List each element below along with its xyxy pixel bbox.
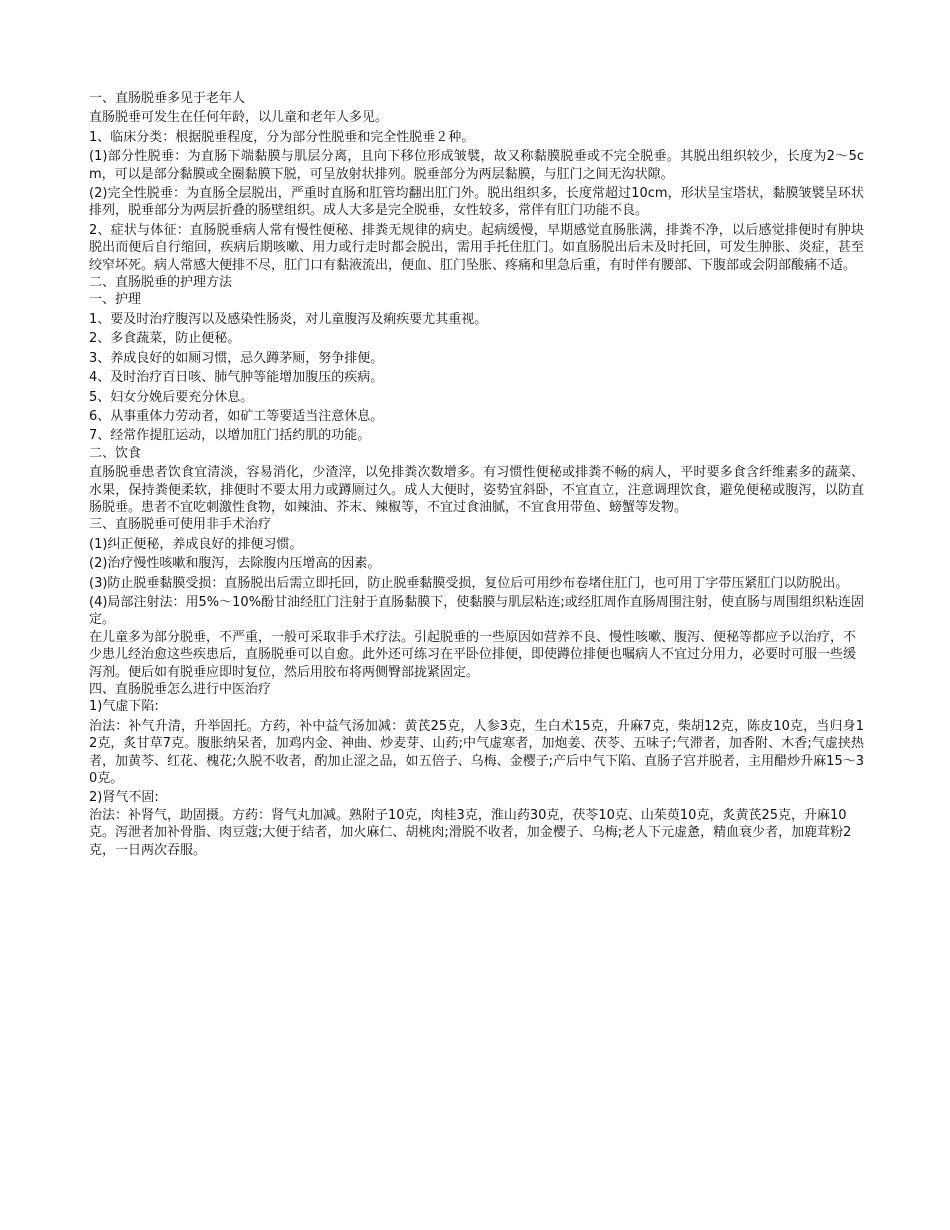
document-heading: 三、直肠脱垂可使用非手术治疗 — [89, 517, 272, 533]
document-paragraph: 1、要及时治疗腹泻以及感染性肠炎，对儿童腹泻及痢疾要尤其重视。 — [89, 311, 488, 327]
document-paragraph: 2)肾气不固: — [89, 790, 159, 806]
document-paragraph: 5、妇女分娩后要充分休息。 — [89, 389, 254, 405]
document-heading: 1)气虚下陷: — [89, 699, 159, 715]
document-body — [89, 90, 864, 859]
document-paragraph: (2)完全性脱垂：为直肠全层脱出，严重时直肠和肛管均翻出肛门外。脱出组织多，长度常超过10cm，形状呈宝塔状，黏膜皱襞呈环状排列，脱垂部分为两层折叠的肠壁组织。成人大多是完全脱垂，女性较多，常伴有肛门功能不良。 — [89, 186, 864, 219]
document-paragraph: 直肠脱垂可发生在任何年龄，以儿童和老年人多见。 — [89, 110, 389, 126]
document-heading: 一、直肠脱垂多见于老年人 — [89, 91, 246, 106]
document-heading: 二、直肠脱垂的护理方法 — [89, 275, 233, 291]
document-paragraph: 1、临床分类：根据脱垂程度，分为部分性脱垂和完全性脱垂２种。 — [89, 129, 475, 145]
document-paragraph: 3、养成良好的如厕习惯，忌久蹲茅厕，努争排便。 — [89, 350, 384, 366]
document-paragraph: 2、多食蔬菜，防止便秘。 — [89, 331, 241, 347]
document-heading: 一、护理 — [89, 292, 142, 308]
document-paragraph: (1)纠正便秘，养成良好的排便习惯。 — [89, 536, 303, 552]
document-paragraph: 直肠脱垂患者饮食宜清淡，容易消化，少渣滓，以免排粪次数增多。有习惯性便秘或排粪不畅的病人，平时要多食含纤维素多的蔬菜、水果，保持粪便柔软，排便时不要太用力或蹲厕过久。成人大便时，姿势宜斜卧，不宜直立，注意调理饮食，避免便秘或腹泻，以防直肠脱垂。患者不宜吃刺激性食物，如辣油、芥末、辣椒等，不宜过食油腻，不宜食用带鱼、螃蟹等发物。 — [89, 465, 864, 515]
document-paragraph: 7、经常作提肛运动，以增加肛门括约肌的功能。 — [89, 428, 371, 444]
document-heading: 四、直肠脱垂怎么进行中医治疗 — [89, 682, 272, 697]
document-paragraph: (1)部分性脱垂：为直肠下端黏膜与肌层分离，且向下移位形成皱襞，故又称黏膜脱垂或不完全脱垂。其脱出组织较少，长度为2～5cm，可以是部分黏膜或全圈黏膜下脱，可呈放射状排列。脱垂部分为两层黏膜，与肛门之间无沟状隙。 — [89, 149, 864, 182]
document-paragraph: 2、症状与体征：直肠脱垂病人常有慢性便秘、排粪无规律的病史。起病缓慢，早期感觉直肠胀满，排粪不净，以后感觉排便时有肿块脱出而便后自行缩回，疾病后期咳嗽、用力或行走时都会脱出，需用手托住肛门。如直肠脱出后未及时托回，可发生肿胀、炎症，甚至绞窄坏死。病人常感大便排不尽，肛门口有黏液流出，便血、肛门坠胀、疼痛和里急后重，有时伴有腰部、下腹部或会阴部酸痛不适。 — [89, 222, 864, 273]
document-heading: 治法：补肾气，助固摄。方药：肾气丸加减。熟附子10克，肉桂3克，淮山药30克，茯苓10克、山茱萸10克，炙黄芪25克，升麻10克。泻泄者加补骨脂、肉豆蔻;大便于结者，加火麻仁、胡桃肉;滑脱不收者，加金樱子、乌梅;老人下元虚惫，精血衰少者，加鹿茸粉2克，一日两次吞服。 — [89, 807, 852, 858]
document-heading: 在儿童多为部分脱垂，不严重，一般可采取非手术疗法。引起脱垂的一些原因如营养不良、慢性咳嗽、腹泻、便秘等都应予以治疗，不少患儿经治愈这些疾患后，直肠脱垂可以自愈。此外还可练习在平卧位排便，即使蹲位排便也嘱病人不宜过分用力，必要时可服一些缓泻剂。便后如有脱垂应即时复位，然后用胶布将两侧臀部拢紧固定。 — [89, 629, 857, 680]
document-paragraph: (4)局部注射法：用5%～10%酚甘油经肛门注射于直肠黏膜下，使黏膜与肌层粘连;或经肛周作直肠周围注射，使直肠与周围组织粘连固定。 — [89, 594, 864, 628]
document-paragraph: (3)防止脱垂黏膜受损：直肠脱出后需立即托回，防止脱垂黏膜受损，复位后可用纱布卷堵住肛门，也可用丁字带压紧肛门以防脱出。 — [89, 575, 849, 591]
document-paragraph: 治法：补气升清，升举固托。方药，补中益气汤加减：黄芪25克，人参3克，生白术15克，升麻7克，柴胡12克，陈皮10克，当归身12克，炙甘草7克。腹胀纳呆者，加鸡内金、神曲、炒麦芽、山药;中气虚寒者，加炮姜、茯苓、五味子;气滞者，加香附、木香;气虚挟热者，加黄芩、红花、槐花;久脱不收者，酌加止涩之品，如五倍子、乌梅、金樱子;产后中气下陷、直肠子宫并脱者，主用醋炒升麻15～30克。 — [89, 718, 864, 787]
document-heading: 二、饮食 — [89, 445, 142, 461]
document-paragraph: 6、从事重体力劳动者，如矿工等要适当注意休息。 — [89, 408, 384, 424]
document-paragraph: (2)治疗慢性咳嗽和腹泻，去除腹内压增高的因素。 — [89, 556, 381, 572]
document-paragraph: 4、及时治疗百日咳、肺气肿等能增加腹压的疾病。 — [89, 370, 384, 386]
